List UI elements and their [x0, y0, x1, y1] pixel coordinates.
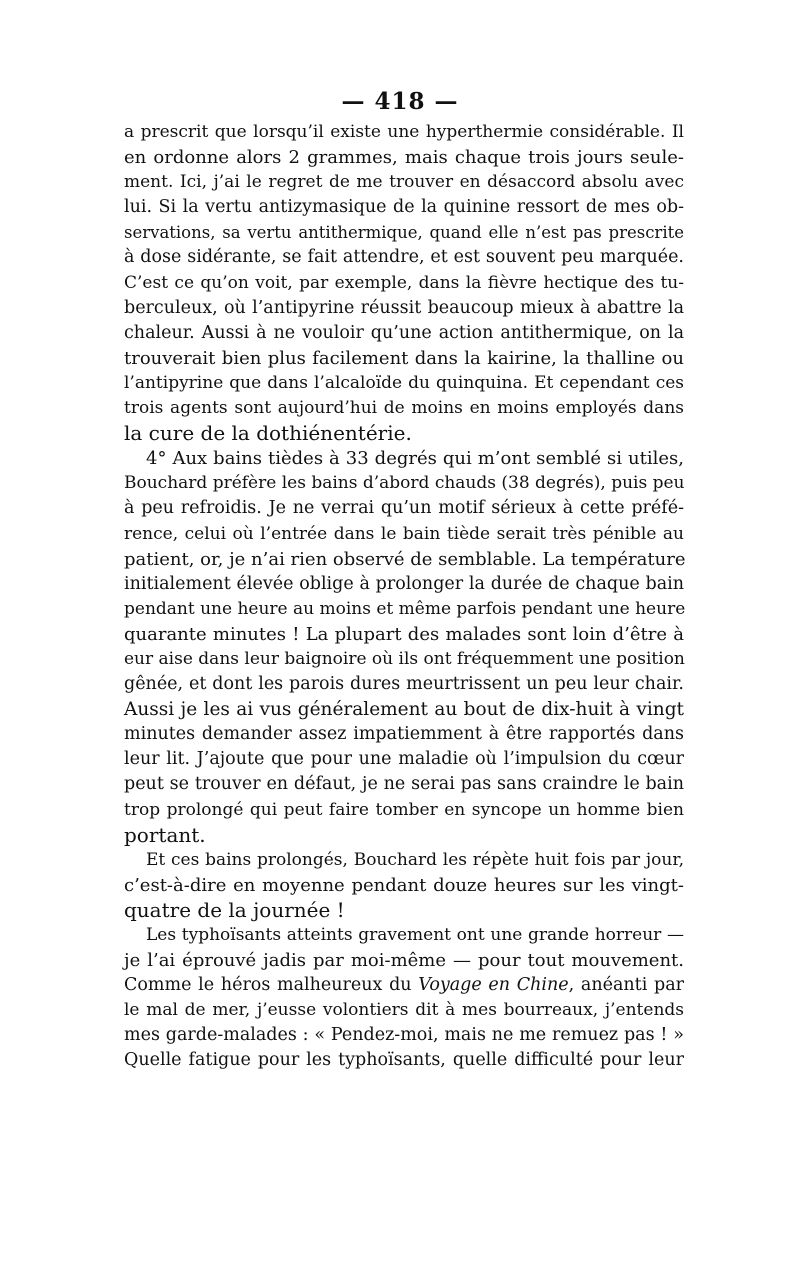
text-line: rence, celui où l’entrée dans le bain tiède serait très pénible au [124, 523, 684, 544]
text-line: C’est ce qu’on voit, par exemple, dans la fièvre hectique des tu- [124, 272, 684, 293]
text-line: leur lit. J’ajoute que pour une maladie où l’impulsion du cœur [124, 749, 684, 770]
text-line: trouverait bien plus facilement dans la kairine, la thalline ou [124, 347, 684, 369]
text-line: ment. Ici, j’ai le regret de me trouver en désaccord absolu avec [124, 172, 684, 193]
text-line: quarante minutes ! La plupart des malades sont loin d’être à [124, 623, 684, 645]
text-line: peut se trouver en défaut, je ne serai pas sans craindre le bain [124, 774, 684, 795]
text-line: c’est-à-dire en moyenne pendant douze heures sur les vingt- [124, 874, 684, 896]
book-title-italic: Voyage en Chine [418, 975, 569, 996]
text-line: lui. Si la vertu antizymasique de la quinine ressort de mes ob- [124, 197, 684, 218]
text-line: gênée, et dont les parois dures meurtrissent un peu leur chair. [124, 674, 684, 695]
text-line: le mal de mer, j’eusse volontiers dit à mes bourreaux, j’entends [124, 1000, 684, 1021]
text-line: portant. [124, 822, 206, 847]
text-line: chaleur. Aussi à ne vouloir qu’une action antithermique, on la [124, 322, 684, 343]
text-line: Les typhoïsants atteints gravement ont une grande horreur — [146, 925, 684, 945]
text-line: pendant une heure au moins et même parfois pendant une heure [124, 598, 686, 619]
text-line: trop prolongé qui peut faire tomber en syncope un homme bien [124, 799, 684, 820]
text-line: initialement élevée oblige à prolonger la durée de chaque bain [124, 573, 684, 594]
text-line: a prescrit que lorsqu’il existe une hyperthermie considérable. Il [124, 122, 684, 142]
text-line: trois agents sont aujourd’hui de moins en moins employés dans [124, 398, 684, 419]
text-line: l’antipyrine que dans l’alcaloïde du quinquina. Et cependant ces [124, 372, 684, 393]
text-line: Aussi je les ai vus généralement au bout de dix-huit à vingt [124, 699, 684, 721]
page-number: — 418 — [341, 88, 459, 115]
text-line: servations, sa vertu antithermique, quand elle n’est pas prescrite [124, 223, 684, 243]
text-line: quatre de la journée ! [124, 897, 345, 922]
body-text [124, 120, 684, 1074]
text-line: la cure de la dothiénentérie. [124, 421, 412, 446]
text-line: mes garde-malades : « Pendez-moi, mais ne me remuez pas ! » [124, 1025, 684, 1046]
text-line: à peu refroidis. Je ne verrai qu’un motif sérieux à cette préfé- [124, 498, 684, 519]
text-line: patient, or, je n’ai rien observé de semblable. La température [124, 548, 686, 570]
text-line: 4° Aux bains tièdes à 33 degrés qui m’ont semblé si utiles, [146, 448, 684, 470]
text-line: à dose sidérante, se fait attendre, et est souvent peu marquée. [124, 247, 684, 268]
text-line: je l’ai éprouvé jadis par moi-même — pour tout mouvement. [124, 950, 684, 972]
text-line: minutes demander assez impatiemment à être rapportés dans [124, 724, 684, 745]
text-segment: Comme le héros malheureux du [124, 975, 419, 996]
text-line: berculeux, où l’antipyrine réussit beaucoup mieux à abattre la [124, 297, 684, 318]
text-segment: , anéanti par [568, 975, 684, 996]
text-line: Quelle fatigue pour les typhoïsants, quelle difficulté pour leur [124, 1050, 684, 1071]
text-line: Bouchard préfère les bains d’abord chauds (38 degrés), puis peu [124, 473, 685, 494]
text-line: en ordonne alors 2 grammes, mais chaque trois jours seule- [124, 147, 684, 169]
text-line [124, 973, 684, 998]
text-line: Et ces bains prolongés, Bouchard les répète huit fois par jour, [146, 849, 684, 870]
text-line: eur aise dans leur baignoire où ils ont fréquemment une position [124, 648, 685, 669]
